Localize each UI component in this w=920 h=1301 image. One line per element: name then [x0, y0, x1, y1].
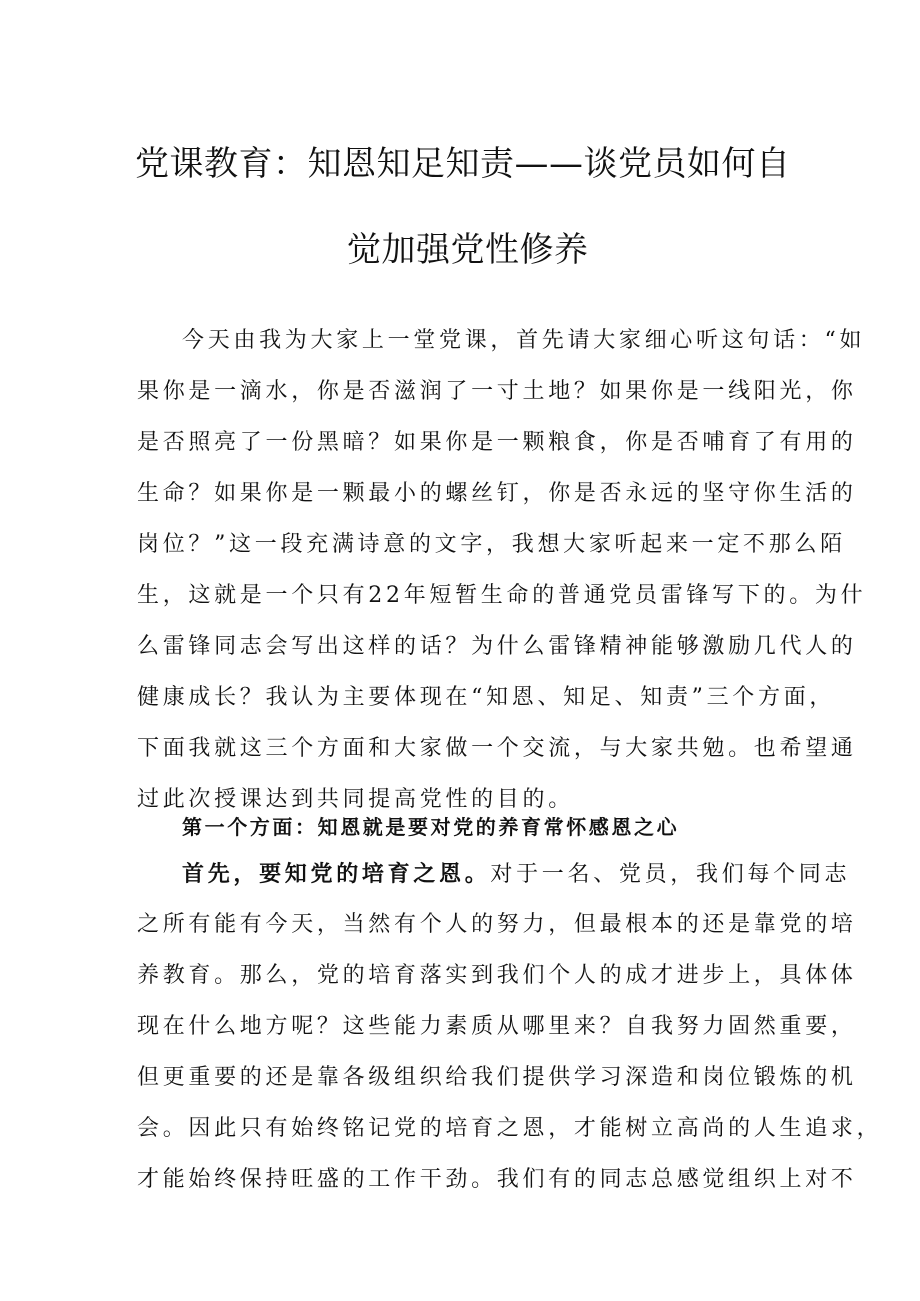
- paragraph-line: 会。因此只有始终铭记党的培育之恩，才能树立高尚的人生追求，: [137, 1116, 883, 1141]
- paragraph-line: 过此次授课达到共同提高党性的目的。: [137, 787, 574, 812]
- document-title-line-2: 觉加强党性修养: [347, 230, 589, 270]
- paragraph-line: 下面我就这三个方面和大家做一个交流，与大家共勉。也希望通: [137, 736, 857, 761]
- paragraph-line: 才能始终保持旺盛的工作干劲。我们有的同志总感觉组织上对不: [137, 1167, 857, 1192]
- first-line-rest: 对于一名、党员，我们每个同志: [490, 862, 851, 887]
- paragraph-line: 之所有能有今天，当然有个人的努力，但最根本的还是靠党的培: [137, 912, 857, 937]
- document-title-line-1: 党课教育：知恩知足知责——谈党员如何自: [135, 144, 791, 184]
- paragraph-line: 是否照亮了一份黑暗？如果你是一颗粮食，你是否哺育了有用的: [137, 430, 857, 455]
- paragraph-line: 现在什么地方呢？这些能力素质从哪里来？自我努力固然重要，: [137, 1014, 857, 1039]
- paragraph-line: 但更重要的还是靠各级组织给我们提供学习深造和岗位锻炼的机: [137, 1065, 857, 1090]
- paragraph-line: 生，这就是一个只有22年短暂生命的普通党员雷锋写下的。为什: [137, 583, 867, 608]
- bold-lead: 首先，要知党的培育之恩。: [182, 861, 491, 887]
- paragraph-line: 果你是一滴水，你是否滋润了一寸土地？如果你是一线阳光，你: [137, 379, 857, 404]
- paragraph-line: 健康成长？我认为主要体现在“知恩、知足、知责”三个方面，: [137, 685, 836, 710]
- paragraph-line: 生命？如果你是一颗最小的螺丝钉，你是否永远的坚守你生活的: [137, 481, 857, 506]
- paragraph-first-line: [182, 859, 850, 890]
- paragraph-line: 养教育。那么，党的培育落实到我们个人的成才进步上，具体体: [137, 963, 857, 988]
- section-heading: 第一个方面：知恩就是要对党的养育常怀感恩之心: [182, 815, 680, 839]
- paragraph-line: 么雷锋同志会写出这样的话？为什么雷锋精神能够激励几代人的: [137, 634, 857, 659]
- paragraph-line: 岗位？”这一段充满诗意的文字，我想大家听起来一定不那么陌: [137, 532, 846, 557]
- paragraph-line: 今天由我为大家上一堂党课，首先请大家细心听这句话：“如: [182, 328, 866, 353]
